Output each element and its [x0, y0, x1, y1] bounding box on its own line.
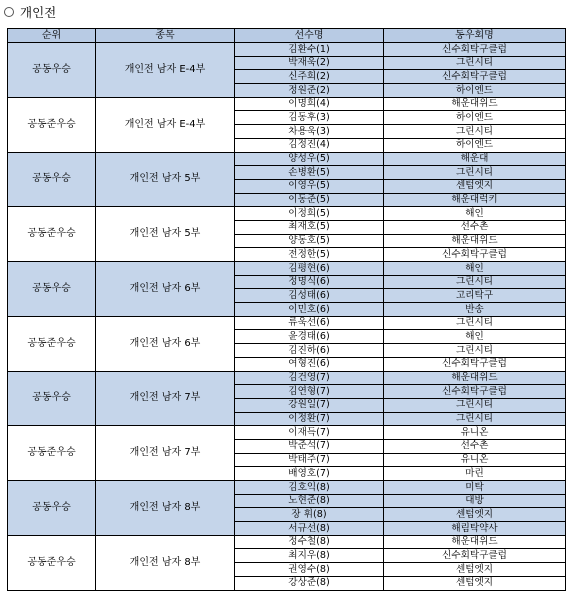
table-row	[8, 152, 566, 166]
club-name-cell: 해림탁약사	[384, 522, 566, 536]
rank-cell: 공동우승	[8, 481, 96, 536]
player-name-cell: 서규선(8)	[235, 522, 384, 536]
table-row	[8, 43, 566, 57]
player-name-cell: 신주희(2)	[235, 70, 384, 84]
player-name-cell: 이영우(5)	[235, 179, 384, 193]
col-header-rank: 순위	[8, 29, 96, 43]
player-name-cell: 김성태(6)	[235, 289, 384, 303]
club-name-cell: 선수촌	[384, 439, 566, 453]
player-name-cell: 김연형(7)	[235, 385, 384, 399]
club-name-cell: 센텀엣지	[384, 576, 566, 590]
player-name-cell: 박재욱(2)	[235, 56, 384, 70]
player-name-cell: 강상준(8)	[235, 576, 384, 590]
event-cell: 개인전 남자 6부	[96, 316, 235, 371]
event-cell: 개인전 남자 6부	[96, 262, 235, 317]
col-header-event: 종목	[96, 29, 235, 43]
player-name-cell: 박태주(7)	[235, 453, 384, 467]
player-name-cell: 장 휘(8)	[235, 508, 384, 522]
player-name-cell: 전정한(5)	[235, 248, 384, 262]
player-name-cell: 이명희(4)	[235, 97, 384, 111]
results-body	[8, 43, 566, 591]
club-name-cell: 하이엔드	[384, 84, 566, 98]
table-row	[8, 535, 566, 549]
player-name-cell: 노현준(8)	[235, 494, 384, 508]
player-name-cell: 여형진(6)	[235, 357, 384, 371]
event-cell: 개인전 남자 E-4부	[96, 43, 235, 98]
player-name-cell: 최재호(5)	[235, 220, 384, 234]
club-name-cell: 유니온	[384, 426, 566, 440]
club-name-cell: 유니온	[384, 453, 566, 467]
club-name-cell: 해운대위드	[384, 234, 566, 248]
club-name-cell: 신수회탁구클럽	[384, 385, 566, 399]
rank-cell: 공동우승	[8, 371, 96, 426]
player-name-cell: 배영호(7)	[235, 467, 384, 481]
rank-cell: 공동준우승	[8, 426, 96, 481]
player-name-cell: 차용욱(3)	[235, 125, 384, 139]
radio-circle-icon	[4, 7, 14, 17]
club-name-cell: 반송	[384, 303, 566, 317]
rank-cell: 공동우승	[8, 152, 96, 207]
club-name-cell: 해인	[384, 207, 566, 221]
header-row	[8, 29, 566, 43]
table-row	[8, 207, 566, 221]
club-name-cell: 하이엔드	[384, 111, 566, 125]
player-name-cell: 김진하(6)	[235, 344, 384, 358]
player-name-cell: 김환수(1)	[235, 43, 384, 57]
player-name-cell: 박준석(7)	[235, 439, 384, 453]
player-name-cell: 김호익(8)	[235, 481, 384, 495]
club-name-cell: 그린시티	[384, 316, 566, 330]
event-cell: 개인전 남자 5부	[96, 207, 235, 262]
event-cell: 개인전 남자 8부	[96, 481, 235, 536]
event-cell: 개인전 남자 7부	[96, 426, 235, 481]
rank-cell: 공동우승	[8, 262, 96, 317]
club-name-cell: 그린시티	[384, 398, 566, 412]
club-name-cell: 해운대위드	[384, 535, 566, 549]
table-row	[8, 97, 566, 111]
player-name-cell: 이민호(6)	[235, 303, 384, 317]
table-row	[8, 426, 566, 440]
event-cell: 개인전 남자 E-4부	[96, 97, 235, 152]
club-name-cell: 미탁	[384, 481, 566, 495]
player-name-cell: 정명식(6)	[235, 275, 384, 289]
club-name-cell: 센텀엣지	[384, 508, 566, 522]
club-name-cell: 해운대위드	[384, 97, 566, 111]
event-cell: 개인전 남자 7부	[96, 371, 235, 426]
player-name-cell: 이재득(7)	[235, 426, 384, 440]
club-name-cell: 그린시티	[384, 275, 566, 289]
player-name-cell: 이정환(7)	[235, 412, 384, 426]
rank-cell: 공동준우승	[8, 207, 96, 262]
table-row	[8, 262, 566, 276]
player-name-cell: 정원준(2)	[235, 84, 384, 98]
club-name-cell: 센텀엣지	[384, 563, 566, 577]
player-name-cell: 양성우(5)	[235, 152, 384, 166]
player-name-cell: 손병환(5)	[235, 166, 384, 180]
rank-cell: 공동우승	[8, 43, 96, 98]
player-name-cell: 최지우(8)	[235, 549, 384, 563]
player-name-cell: 김평현(6)	[235, 262, 384, 276]
club-name-cell: 그린시티	[384, 344, 566, 358]
player-name-cell: 권영수(8)	[235, 563, 384, 577]
col-header-club: 동우회명	[384, 29, 566, 43]
club-name-cell: 해인	[384, 330, 566, 344]
club-name-cell: 신수회탁구클럽	[384, 43, 566, 57]
club-name-cell: 신수회탁구클럽	[384, 549, 566, 563]
player-name-cell: 김동후(3)	[235, 111, 384, 125]
player-name-cell: 양동호(5)	[235, 234, 384, 248]
club-name-cell: 센텀엣지	[384, 179, 566, 193]
club-name-cell: 신수회탁구클럽	[384, 248, 566, 262]
club-name-cell: 대방	[384, 494, 566, 508]
club-name-cell: 마린	[384, 467, 566, 481]
section-heading	[4, 2, 56, 22]
section-title: 개인전	[20, 5, 57, 20]
player-name-cell: 김건영(7)	[235, 371, 384, 385]
player-name-cell: 이동준(5)	[235, 193, 384, 207]
club-name-cell: 그린시티	[384, 412, 566, 426]
rank-cell: 공동준우승	[8, 316, 96, 371]
club-name-cell: 하이엔드	[384, 138, 566, 152]
player-name-cell: 류욱선(6)	[235, 316, 384, 330]
player-name-cell: 이정희(5)	[235, 207, 384, 221]
club-name-cell: 그린시티	[384, 166, 566, 180]
club-name-cell: 고리탁구	[384, 289, 566, 303]
club-name-cell: 신수회탁구클럽	[384, 357, 566, 371]
table-row	[8, 371, 566, 385]
event-cell: 개인전 남자 5부	[96, 152, 235, 207]
club-name-cell: 그린시티	[384, 125, 566, 139]
player-name-cell: 강원일(7)	[235, 398, 384, 412]
club-name-cell: 그린시티	[384, 56, 566, 70]
rank-cell: 공동준우승	[8, 97, 96, 152]
club-name-cell: 선수촌	[384, 220, 566, 234]
table-row	[8, 316, 566, 330]
results-table	[7, 28, 566, 591]
player-name-cell: 김정진(4)	[235, 138, 384, 152]
club-name-cell: 해운대럭키	[384, 193, 566, 207]
player-name-cell: 정수철(8)	[235, 535, 384, 549]
event-cell: 개인전 남자 8부	[96, 535, 235, 590]
club-name-cell: 해운대	[384, 152, 566, 166]
club-name-cell: 신수회탁구클럽	[384, 70, 566, 84]
club-name-cell: 해운대위드	[384, 371, 566, 385]
col-header-player: 선수명	[235, 29, 384, 43]
table-row	[8, 481, 566, 495]
club-name-cell: 해인	[384, 262, 566, 276]
rank-cell: 공동준우승	[8, 535, 96, 590]
player-name-cell: 윤경태(6)	[235, 330, 384, 344]
